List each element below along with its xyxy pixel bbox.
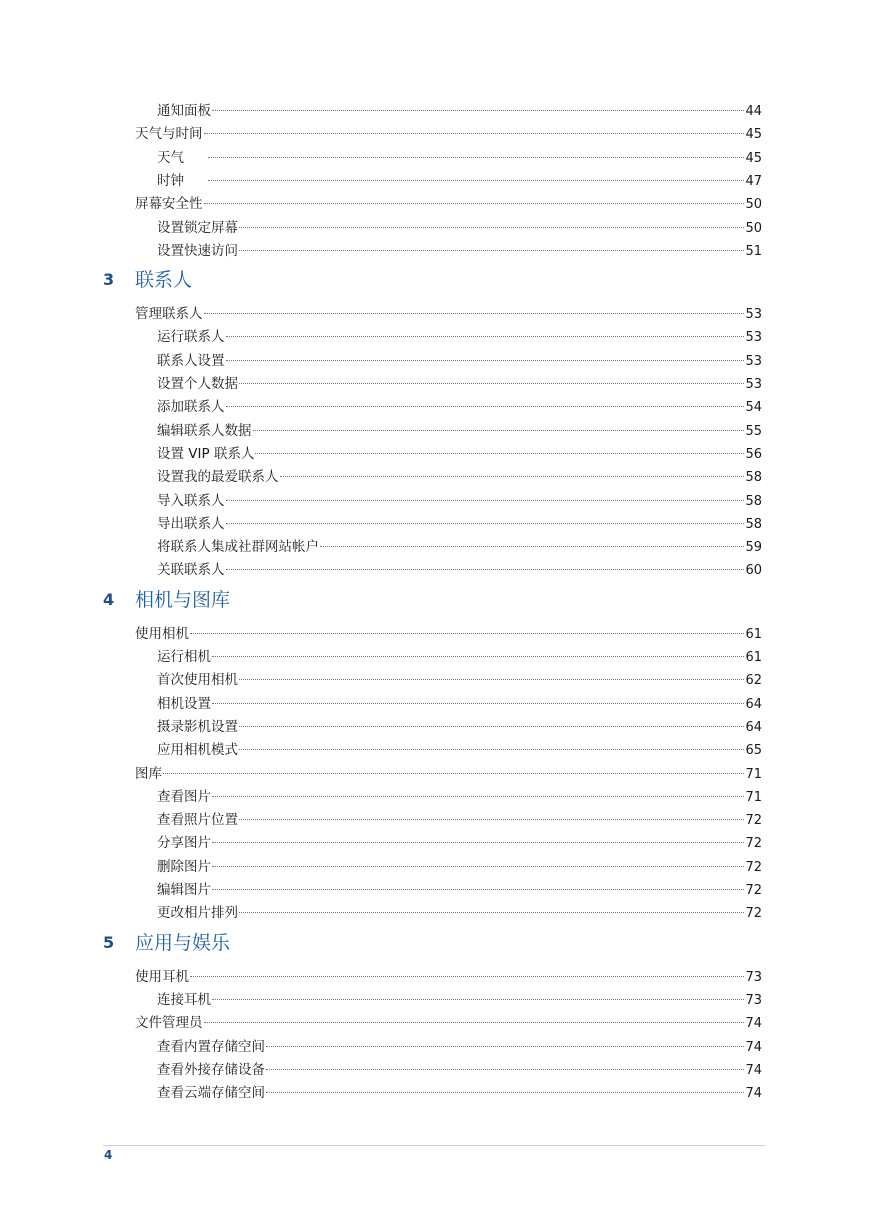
toc-entry-page: 56 bbox=[745, 446, 762, 462]
chapter-heading bbox=[103, 930, 503, 956]
toc-subsection-entry bbox=[157, 350, 762, 372]
toc-entry-title: 使用耳机 bbox=[135, 968, 189, 985]
toc-entry-title: 导出联系人 bbox=[157, 515, 225, 532]
toc-entry-title: 时钟 bbox=[157, 172, 184, 189]
toc-entry-page: 65 bbox=[745, 743, 762, 759]
toc-entry-page: 47 bbox=[745, 173, 762, 189]
toc-subsection-entry bbox=[157, 716, 762, 738]
toc-subsection-entry bbox=[157, 490, 762, 512]
dot-leader bbox=[280, 476, 745, 477]
toc-entry-title: 运行相机 bbox=[157, 649, 211, 665]
toc-subsection-entry bbox=[157, 217, 762, 239]
toc-entry-title: 设置快速访问 bbox=[157, 242, 238, 259]
toc-section-entry bbox=[135, 1012, 762, 1034]
dot-leader bbox=[239, 819, 744, 820]
dot-leader bbox=[204, 313, 745, 314]
toc-entry-page: 71 bbox=[745, 766, 762, 782]
toc-subsection-entry bbox=[157, 902, 762, 924]
toc-subsection-entry bbox=[157, 466, 762, 488]
dot-leader bbox=[239, 383, 744, 384]
dot-leader bbox=[208, 180, 744, 181]
toc-subsection-entry bbox=[157, 513, 762, 535]
chapter-number: 3 bbox=[103, 270, 115, 290]
toc-entry-title: 连接耳机 bbox=[157, 991, 211, 1008]
toc-entry-title: 更改相片排列 bbox=[157, 905, 238, 922]
toc-entry-page: 72 bbox=[745, 906, 762, 922]
toc-entry-page: 72 bbox=[745, 836, 762, 852]
dot-leader bbox=[212, 889, 744, 890]
toc-entry-title: 通知面板 bbox=[157, 103, 211, 119]
toc-entry-page: 53 bbox=[745, 330, 762, 346]
toc-entry-page: 60 bbox=[745, 563, 762, 579]
toc-entry-title: 查看照片位置 bbox=[157, 812, 238, 829]
dot-leader bbox=[255, 453, 744, 454]
toc-entry-page: 53 bbox=[745, 353, 762, 369]
toc-subsection-entry bbox=[157, 786, 762, 808]
dot-leader bbox=[239, 227, 744, 228]
toc-subsection-entry bbox=[157, 1036, 762, 1058]
dot-leader bbox=[226, 500, 745, 501]
toc-entry-page: 58 bbox=[745, 516, 762, 532]
toc-entry-title: 查看外接存储设备 bbox=[157, 1061, 265, 1078]
toc-entry-title: 查看云端存储空间 bbox=[157, 1085, 265, 1102]
toc-entry-title: 首次使用相机 bbox=[157, 672, 238, 689]
dot-leader bbox=[320, 546, 744, 547]
dot-leader bbox=[212, 703, 744, 704]
dot-leader bbox=[253, 430, 745, 431]
toc-subsection-entry bbox=[157, 693, 762, 715]
dot-leader bbox=[226, 360, 745, 361]
toc-entry-title: 查看内置存储空间 bbox=[157, 1038, 265, 1055]
toc-subsection-entry bbox=[157, 989, 762, 1011]
dot-leader bbox=[208, 157, 744, 158]
toc-subsection-entry bbox=[157, 559, 762, 581]
toc-entry-title: 运行联系人 bbox=[157, 329, 225, 346]
toc-entry-page: 53 bbox=[745, 377, 762, 392]
toc-entry-page: 64 bbox=[745, 719, 762, 735]
toc-entry-page: 72 bbox=[745, 813, 762, 829]
toc-entry-title: 设置个人数据 bbox=[157, 376, 238, 392]
toc-entry-page: 50 bbox=[745, 220, 762, 236]
toc-entry-page: 59 bbox=[745, 540, 762, 556]
toc-subsection-entry bbox=[157, 739, 762, 761]
chapter-heading bbox=[103, 587, 503, 613]
toc-entry-page: 55 bbox=[745, 423, 762, 439]
toc-entry-page: 58 bbox=[745, 493, 762, 509]
toc-entry-page: 72 bbox=[745, 859, 762, 875]
toc-entry-title: 图库 bbox=[135, 765, 162, 782]
toc-entry-title: 关联联系人 bbox=[157, 562, 225, 579]
toc-entry-page: 64 bbox=[745, 696, 762, 712]
toc-entry-page: 73 bbox=[745, 992, 762, 1008]
toc-entry-title: 天气与时间 bbox=[135, 126, 203, 143]
toc-entry-page: 54 bbox=[745, 400, 762, 416]
toc-entry-page: 62 bbox=[745, 673, 762, 689]
chapter-title: 应用与娱乐 bbox=[135, 931, 231, 954]
dot-leader bbox=[226, 523, 745, 524]
dot-leader bbox=[212, 796, 744, 797]
toc-entry-page: 74 bbox=[745, 1039, 762, 1055]
toc-subsection-entry bbox=[157, 856, 762, 878]
toc-entry-page: 74 bbox=[745, 1016, 762, 1032]
dot-leader bbox=[212, 999, 744, 1000]
toc-subsection-entry bbox=[157, 147, 762, 169]
dot-leader bbox=[190, 976, 744, 977]
chapter-title: 相机与图库 bbox=[135, 588, 231, 611]
toc-subsection-entry bbox=[157, 396, 762, 418]
page-number: 4 bbox=[104, 1148, 113, 1162]
toc-entry-page: 74 bbox=[745, 1086, 762, 1102]
toc-entry-title: 设置 VIP 联系人 bbox=[157, 445, 255, 462]
dot-leader bbox=[239, 250, 744, 251]
toc-entry-page: 45 bbox=[745, 150, 762, 166]
toc-entry-title: 分享图片 bbox=[157, 835, 211, 852]
toc-subsection-entry bbox=[157, 646, 762, 668]
dot-leader bbox=[226, 336, 745, 337]
dot-leader bbox=[226, 406, 745, 407]
toc-entry-title: 相机设置 bbox=[157, 695, 211, 712]
toc-entry-page: 61 bbox=[745, 626, 762, 642]
dot-leader bbox=[190, 633, 744, 634]
toc-entry-page: 61 bbox=[745, 650, 762, 665]
toc-subsection-entry bbox=[157, 669, 762, 691]
toc-entry-page: 53 bbox=[745, 307, 762, 323]
toc-subsection-entry bbox=[157, 373, 762, 395]
toc-entry-title: 导入联系人 bbox=[157, 492, 225, 509]
chapter-heading bbox=[103, 267, 503, 293]
toc-entry-title: 联系人设置 bbox=[157, 352, 225, 369]
dot-leader bbox=[212, 866, 744, 867]
dot-leader bbox=[239, 749, 744, 750]
dot-leader bbox=[204, 1022, 745, 1023]
footer-divider bbox=[103, 1145, 765, 1146]
dot-leader bbox=[163, 773, 744, 774]
toc-entry-title: 编辑联系人数据 bbox=[157, 422, 252, 439]
toc-entry-title: 查看图片 bbox=[157, 788, 211, 805]
toc-entry-title: 编辑图片 bbox=[157, 882, 211, 898]
toc-entry-page: 74 bbox=[745, 1062, 762, 1078]
toc-subsection-entry bbox=[157, 809, 762, 831]
toc-subsection-entry bbox=[157, 1059, 762, 1081]
toc-section-entry bbox=[135, 303, 762, 325]
dot-leader bbox=[212, 656, 744, 657]
toc-entry-page: 44 bbox=[745, 104, 762, 119]
toc-entry-title: 摄录影机设置 bbox=[157, 718, 238, 735]
dot-leader bbox=[212, 842, 744, 843]
toc-subsection-entry bbox=[157, 832, 762, 854]
toc-section-entry bbox=[135, 763, 762, 785]
toc-entry-page: 51 bbox=[745, 243, 762, 259]
chapter-number: 5 bbox=[103, 932, 115, 952]
dot-leader bbox=[239, 726, 744, 727]
toc-subsection-entry bbox=[157, 326, 762, 348]
dot-leader bbox=[204, 203, 745, 204]
toc-entry-page: 58 bbox=[745, 470, 762, 486]
toc-section-entry bbox=[135, 966, 762, 988]
toc-entry-title: 应用相机模式 bbox=[157, 742, 238, 759]
toc-entry-title: 添加联系人 bbox=[157, 399, 225, 416]
dot-leader bbox=[239, 679, 744, 680]
chapter-title: 联系人 bbox=[135, 269, 193, 292]
toc-entry-page: 45 bbox=[745, 127, 762, 143]
toc-subsection-entry bbox=[157, 879, 762, 901]
toc-subsection-entry bbox=[157, 443, 762, 465]
toc-subsection-entry bbox=[157, 420, 762, 442]
toc-subsection-entry bbox=[157, 536, 762, 558]
toc-subsection-entry bbox=[157, 100, 762, 122]
toc-entry-title: 设置我的最爱联系人 bbox=[157, 469, 279, 486]
toc-entry-title: 天气 bbox=[157, 149, 184, 166]
dot-leader bbox=[204, 133, 745, 134]
toc-subsection-entry bbox=[157, 170, 762, 192]
chapter-number: 4 bbox=[103, 589, 115, 609]
toc-entry-title: 屏幕安全性 bbox=[135, 196, 203, 213]
toc-entry-title: 删除图片 bbox=[157, 858, 211, 875]
toc-subsection-entry bbox=[157, 240, 762, 262]
toc-entry-title: 使用相机 bbox=[135, 625, 189, 642]
dot-leader bbox=[212, 110, 744, 111]
toc-section-entry bbox=[135, 123, 762, 145]
dot-leader bbox=[266, 1092, 744, 1093]
toc-entry-title: 管理联系人 bbox=[135, 306, 203, 323]
dot-leader bbox=[266, 1069, 744, 1070]
dot-leader bbox=[226, 569, 745, 570]
toc-entry-page: 71 bbox=[745, 789, 762, 805]
toc-section-entry bbox=[135, 623, 762, 645]
dot-leader bbox=[266, 1046, 744, 1047]
toc-entry-page: 73 bbox=[745, 969, 762, 985]
toc-subsection-entry bbox=[157, 1082, 762, 1104]
dot-leader bbox=[239, 912, 744, 913]
toc-entry-title: 设置锁定屏幕 bbox=[157, 219, 238, 236]
toc-entry-title: 将联系人集成社群网站帐户 bbox=[157, 539, 319, 556]
toc-entry-title: 文件管理员 bbox=[135, 1015, 203, 1032]
toc-entry-page: 72 bbox=[745, 883, 762, 898]
toc-section-entry bbox=[135, 193, 762, 215]
toc-entry-page: 50 bbox=[745, 197, 762, 213]
